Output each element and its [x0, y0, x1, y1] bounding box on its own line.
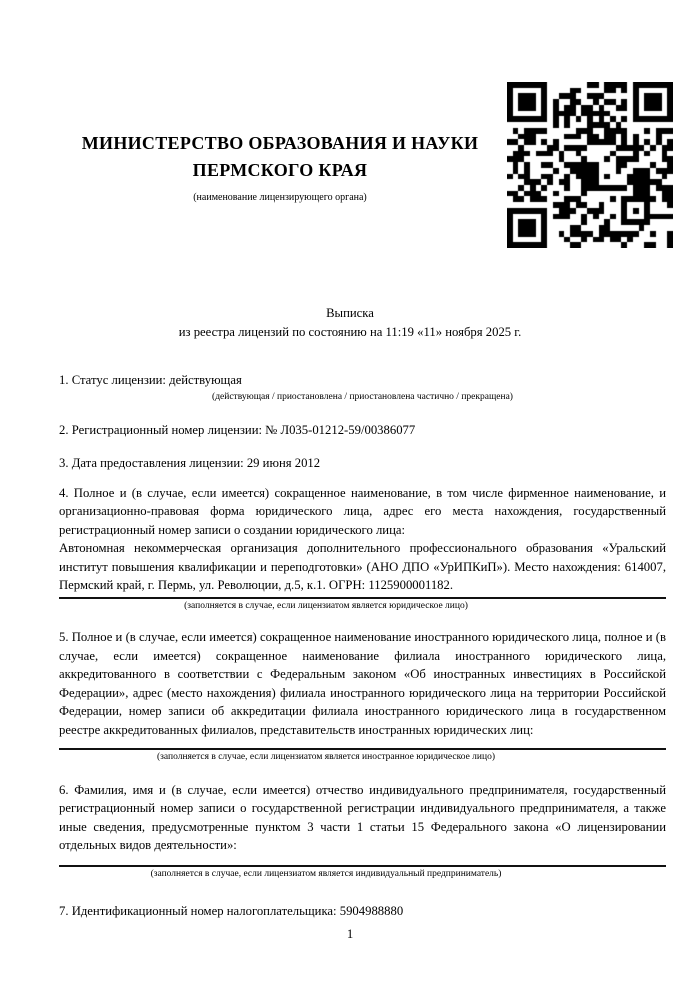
section-6-entrepreneur [59, 781, 666, 881]
section-3-text: 3. Дата предоставления лицензии: 29 июня 2012 [59, 456, 321, 470]
ministry-title-caption: (наименование лицензирующего органа) [193, 192, 367, 203]
section-5-caption: (заполняется в случае, если лицензиатом является иностранное юридическое лицо) [157, 751, 495, 762]
licensing-authority-block [60, 130, 500, 204]
document-header [0, 0, 700, 248]
section-7-inn [59, 902, 666, 921]
section-6-caption-box [59, 867, 593, 881]
section-4-caption-box [59, 599, 593, 613]
section-5-blank-answer [59, 740, 666, 748]
section-4-caption: (заполняется в случае, если лицензиатом является юридическое лицо) [184, 601, 468, 612]
section-7-text: 7. Идентификационный номер налогоплательщика: 5904988880 [59, 904, 404, 918]
section-5-caption-box [59, 750, 593, 764]
section-2-text: 2. Регистрационный номер лицензии: № Л035-01212-59/00386077 [59, 422, 416, 437]
qr-code-icon [507, 82, 673, 248]
section-6-blank-answer [59, 855, 666, 865]
section-5-foreign-entity [59, 628, 666, 764]
ministry-title [60, 130, 500, 184]
ministry-title-line2: ПЕРМСКОГО КРАЯ [192, 160, 368, 180]
section-4-legal-entity [59, 484, 666, 614]
section-1-caption: (действующая / приостановлена / приостановлена частично / прекращена) [212, 391, 513, 402]
section-1-text: 1. Статус лицензии: действующая [59, 373, 242, 387]
section-4-value: Автономная некоммерческая организация дополнительного профессионального образования «Уральский институт повышения квалификации и переподготовки» (АНО ДПО «УрИПКиП»). Место нахождения: 614007, Пермский край, г. Пермь, ул. Революции, д.5, к.1. ОГРН: 1125900001182. [59, 541, 666, 593]
section-1-status [59, 371, 666, 404]
section-2-reg-number [59, 421, 666, 440]
heading-line1: Выписка [326, 306, 374, 320]
section-6-label: 6. Фамилия, имя и (в случае, если имеется) отчество индивидуального предпринимателя, государственный регистрационный номер записи о государственной регистрации индивидуального предпринимателя, а также иные сведения, предусмотренные пунктом 3 части 1 статьи 15 Федерального закона «О лицензировании отдельных видов деятельности»: [59, 782, 666, 853]
ministry-title-line1: МИНИСТЕРСТВО ОБРАЗОВАНИЯ И НАУКИ [81, 133, 479, 153]
document-body [0, 371, 700, 921]
section-3-grant-date [59, 454, 666, 473]
section-5-label: 5. Полное и (в случае, если имеется) сокращенное наименование иностранного юридического лица, полное и (в случае, если имеется) сокращенное наименование филиала иностранного юридического лица, аккредитованного в соответствии с Федеральным законом «Об иностранных инвестициях в Российской Федерации», адрес (место нахождения) филиала иностранного юридического лица на территории Российской Федерации, номер записи об аккредитации филиала иностранного юридического лица в государственном реестре аккредитованных филиалов, представительств иностранных юридических лиц: [59, 630, 666, 738]
page-number: 1 [346, 927, 354, 941]
section-4-label: 4. Полное и (в случае, если имеется) сокращенное наименование, в том числе фирменное наименование, и организационно-правовая форма юридического лица, адрес его места нахождения, государственный регистрационный номер записи о создании юридического лица: [59, 485, 666, 537]
heading-line2: из реестра лицензий по состоянию на 11:19 «11» ноября 2025 г. [178, 324, 522, 339]
section-6-caption: (заполняется в случае, если лицензиатом является индивидуальный предприниматель) [150, 869, 502, 879]
document-heading [0, 304, 700, 341]
